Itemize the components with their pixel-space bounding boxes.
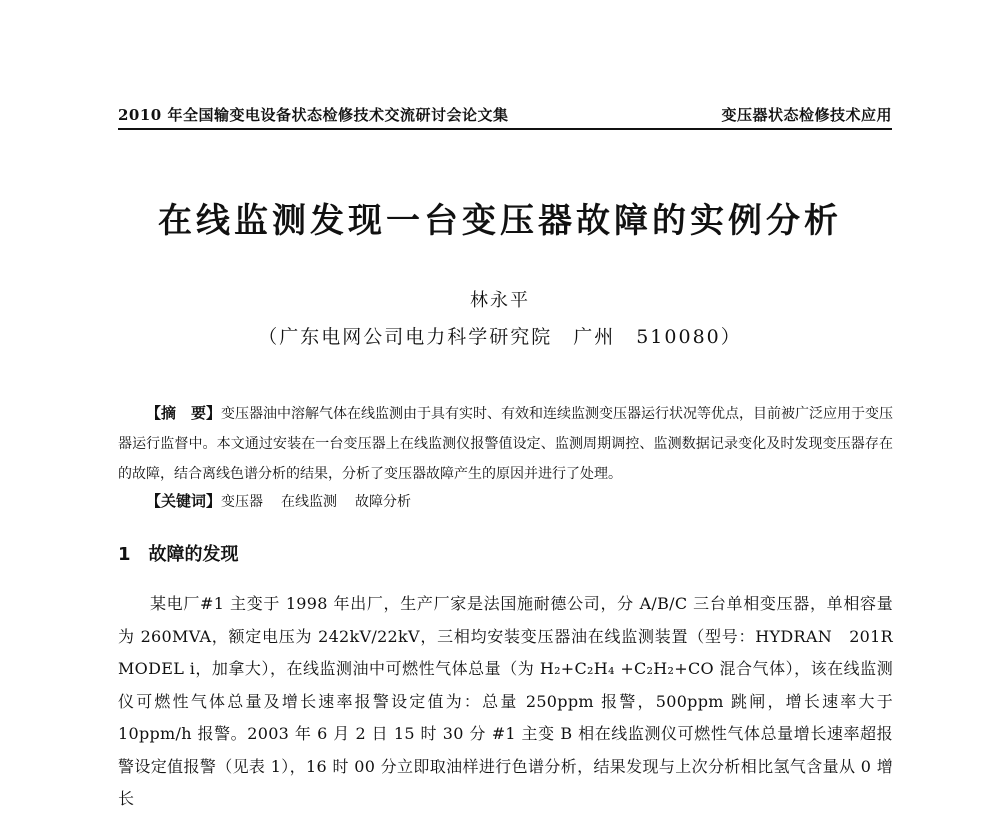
body-paragraph: 某电厂#1 主变于 1998 年出厂，生产厂家是法国施耐德公司，分 A/B/C 三台单相变压器，单相容量为 260MVA，额定电压为 242kV/22kV，三相均安装变压器油在线监测装置（型号：HYDRAN 201R MODEL i，加拿大），在线监测油中可燃性气体总量（为 H₂+C₂H₄ +C₂H₂+CO 混合气体），该在线监测仪可燃性气体总量及增长速率报警设定值为：总量 250ppm 报警，500ppm 跳闸，增长速率大于 10ppm/h 报警。2003 年 6 月 2 日 15 时 30 分 #1 主变 B 相在线监测仪可燃性气体总量增长速率超报警设定值报警（见表 1），16 时 00 分立即取油样进行色谱分析，结果发现与上次分析相比氢气含量从 0 增长	[118, 594, 893, 808]
abstract-text: 变压器油中溶解气体在线监测由于具有实时、有效和连续监测变压器运行状况等优点，目前被广泛应用于变压器运行监督中。本文通过安装在一台变压器上在线监测仪报警值设定、监测周期调控、监测数据记录变化及时发现变压器存在的故障，结合离线色谱分析的结果，分析了变压器故障产生的原因并进行了处理。	[118, 406, 894, 482]
affiliation: （广东电网公司电力科学研究院 广州 510080）	[258, 326, 742, 348]
running-header-left: 2010 年全国输变电设备状态检修技术交流研讨会论文集	[118, 106, 509, 124]
header-rule	[118, 128, 892, 130]
keywords	[146, 486, 429, 517]
author: 林永平	[470, 290, 530, 311]
abstract-label: 【摘 要】	[146, 404, 222, 422]
abstract	[118, 398, 893, 489]
section-number: 1	[118, 544, 131, 565]
keywords-label: 【关键词】	[146, 492, 222, 510]
running-header-right: 变压器状态检修技术应用	[721, 106, 892, 124]
section-title: 故障的发现	[148, 544, 239, 565]
section-heading	[118, 540, 239, 566]
keyword: 变压器	[221, 494, 264, 510]
keyword: 故障分析	[355, 494, 412, 510]
keyword: 在线监测	[281, 494, 338, 510]
paper-title: 在线监测发现一台变压器故障的实例分析	[158, 201, 842, 241]
